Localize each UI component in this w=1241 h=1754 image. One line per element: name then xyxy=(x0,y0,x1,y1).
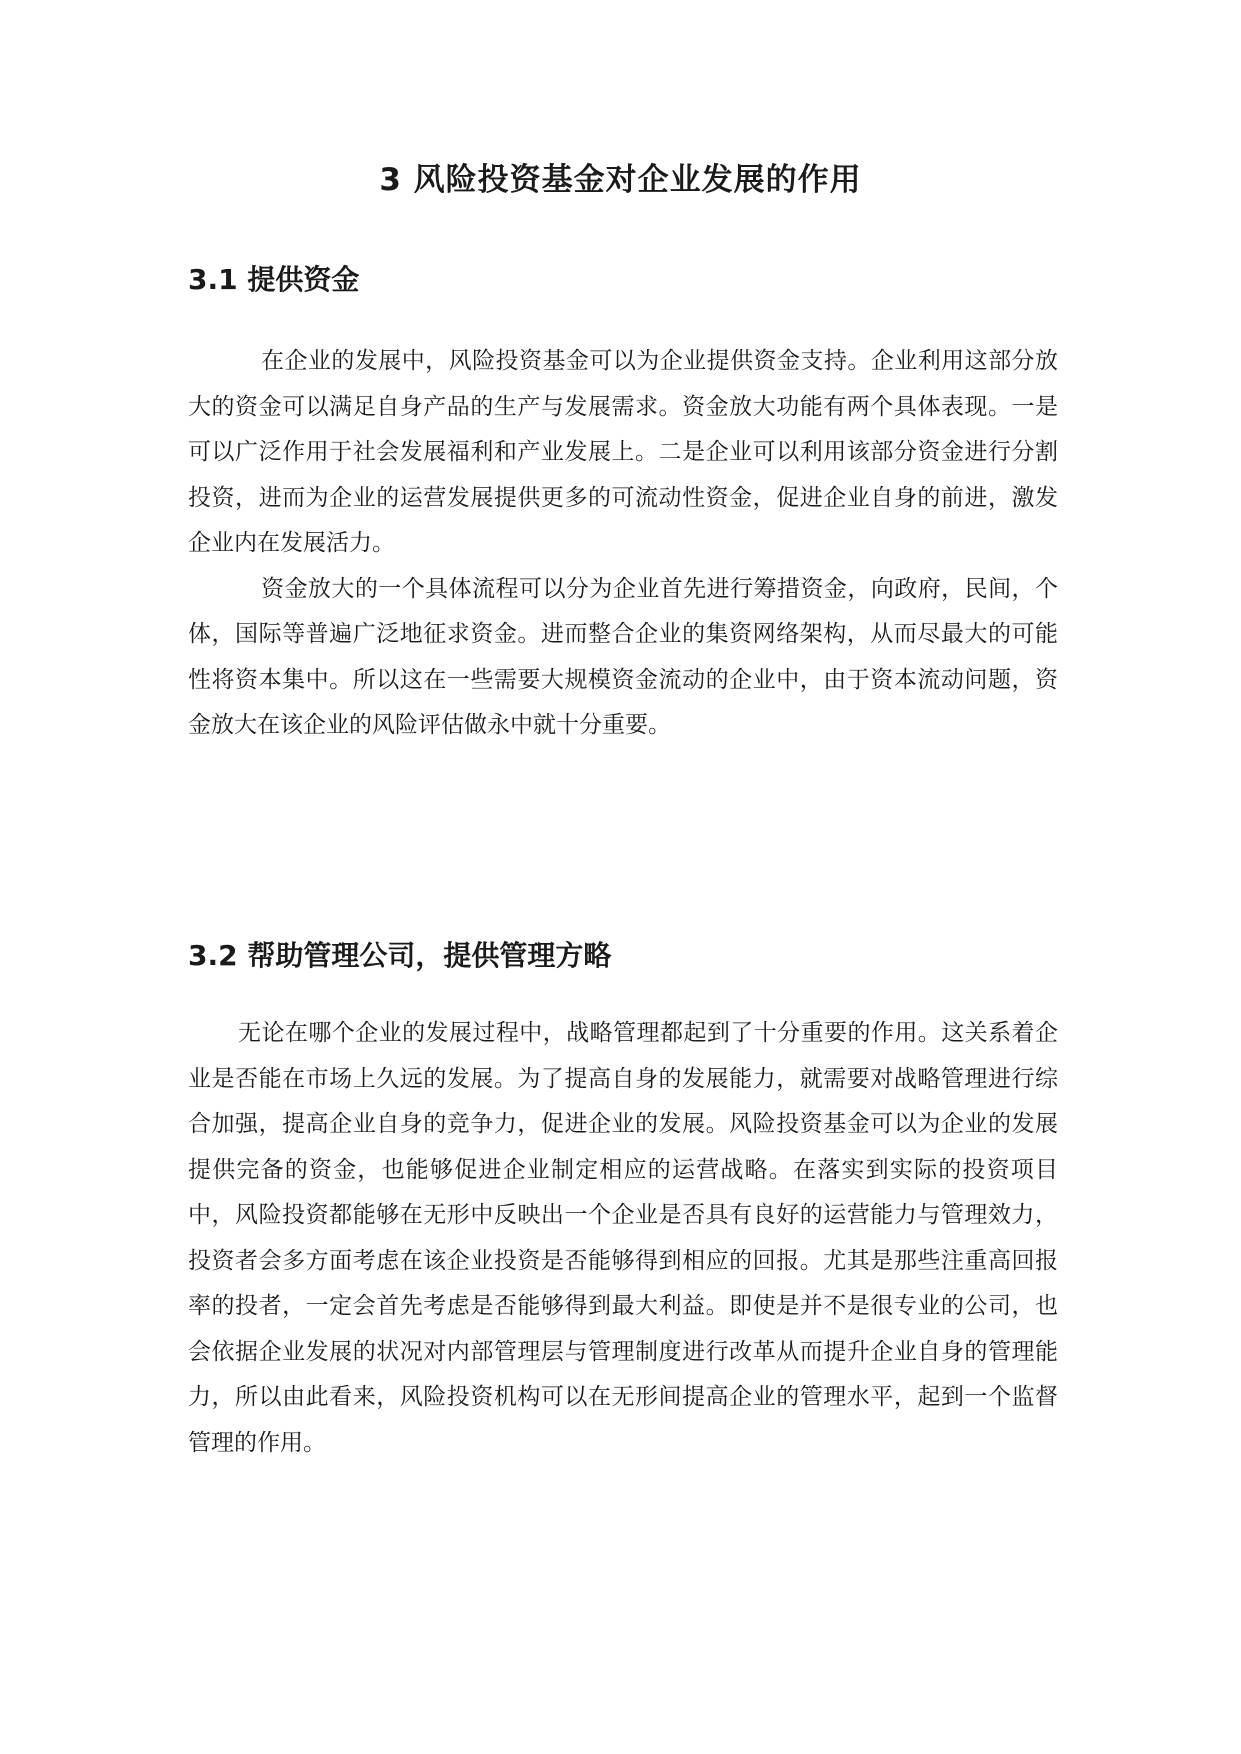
paragraph: 在企业的发展中，风险投资基金可以为企业提供资金支持。企业利用这部分放大的资金可以满足自身产品的生产与发展需求。资金放大功能有两个具体表现。一是可以广泛作用于社会发展福利和产业发展上。二是企业可以利用该部分资金进行分割投资，进而为企业的运营发展提供更多的可流动性资金，促进企业自身的前进，激发企业内在发展活力。 xyxy=(188,348,1058,556)
section-heading-3-2: 3.2 帮助管理公司，提供管理方略 xyxy=(188,939,612,972)
chapter-title: 3 风险投资基金对企业发展的作用 xyxy=(379,162,862,198)
section-heading-3-1: 3.1 提供资金 xyxy=(188,263,360,296)
paragraph: 无论在哪个企业的发展过程中，战略管理都起到了十分重要的作用。这关系着企业是否能在市场上久远的发展。为了提高自身的发展能力，就需要对战略管理进行综合加强，提高企业自身的竞争力，促进企业的发展。风险投资基金可以为企业的发展提供完备的资金，也能够促进企业制定相应的运营战略。在落实到实际的投资项目中，风险投资都能够在无形中反映出一个企业是否具有良好的运营能力与管理效力，投资者会多方面考虑在该企业投资是否能够得到相应的回报。尤其是那些注重高回报率的投者，一定会首先考虑是否能够得到最大利益。即使是并不是很专业的公司，也会依据企业发展的状况对内部管理层与管理制度进行改革从而提升企业自身的管理能力，所以由此看来，风险投资机构可以在无形间提高企业的管理水平，起到一个监督管理的作用。 xyxy=(188,1020,1058,1456)
section-3-2-body xyxy=(188,1011,1058,1466)
paragraph: 资金放大的一个具体流程可以分为企业首先进行筹措资金，向政府，民间，个体，国际等普遍广泛地征求资金。进而整合企业的集资网络架构，从而尽最大的可能性将资本集中。所以这在一些需要大规模资金流动的企业中，由于资本流动问题，资金放大在该企业的风险评估做永中就十分重要。 xyxy=(188,575,1058,738)
section-3-1-body xyxy=(188,339,1058,749)
